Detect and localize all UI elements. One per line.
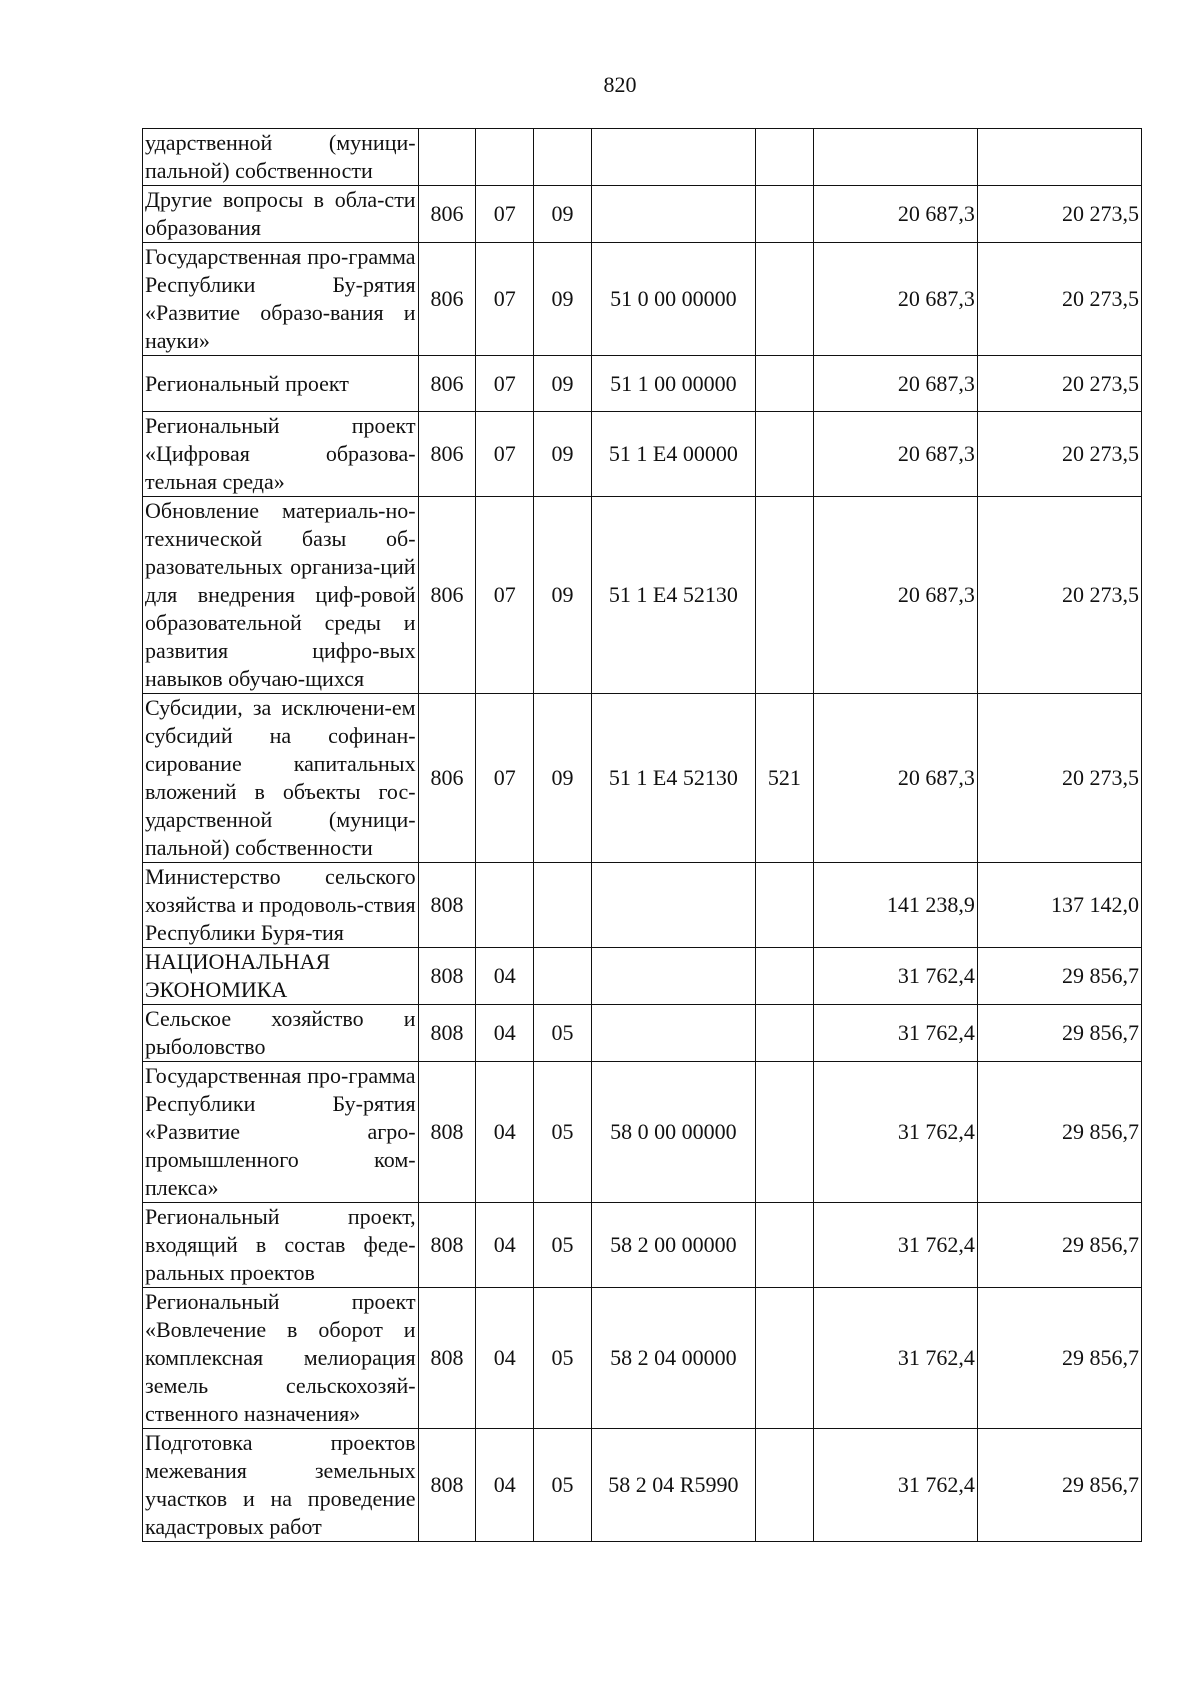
expense-type-cell bbox=[755, 497, 813, 694]
ved-code-cell: 806 bbox=[418, 356, 476, 412]
table-row bbox=[143, 1288, 1142, 1429]
amount-year2-cell: 20 273,5 bbox=[977, 186, 1141, 243]
table-body bbox=[143, 129, 1142, 1542]
subsection-code-cell: 09 bbox=[534, 412, 592, 497]
expense-type-cell bbox=[755, 356, 813, 412]
section-code-cell: 04 bbox=[476, 1288, 534, 1429]
section-code-cell bbox=[476, 129, 534, 186]
amount-year2-cell: 20 273,5 bbox=[977, 497, 1141, 694]
table-row bbox=[143, 1203, 1142, 1288]
expense-type-cell bbox=[755, 948, 813, 1005]
ved-code-cell: 808 bbox=[418, 1429, 476, 1542]
ved-code-cell: 808 bbox=[418, 1062, 476, 1203]
section-code-cell: 07 bbox=[476, 694, 534, 863]
amount-year2-cell: 29 856,7 bbox=[977, 1062, 1141, 1203]
subsection-code-cell: 05 bbox=[534, 1005, 592, 1062]
expense-type-cell bbox=[755, 863, 813, 948]
row-name-cell: ударственной (муници-пальной) собственности bbox=[143, 129, 419, 186]
amount-year2-cell: 20 273,5 bbox=[977, 243, 1141, 356]
table-row bbox=[143, 129, 1142, 186]
target-article-cell: 51 1 E4 00000 bbox=[591, 412, 755, 497]
table-row bbox=[143, 186, 1142, 243]
section-code-cell: 04 bbox=[476, 948, 534, 1005]
table-row bbox=[143, 694, 1142, 863]
amount-year1-cell: 20 687,3 bbox=[813, 412, 977, 497]
row-name-cell: Другие вопросы в обла-сти образования bbox=[143, 186, 419, 243]
amount-year2-cell: 20 273,5 bbox=[977, 694, 1141, 863]
target-article-cell: 58 0 00 00000 bbox=[591, 1062, 755, 1203]
row-name-cell: Региональный проект «Цифровая образова-тельная среда» bbox=[143, 412, 419, 497]
target-article-cell: 58 2 04 R5990 bbox=[591, 1429, 755, 1542]
row-name-cell: Сельское хозяйство и рыболовство bbox=[143, 1005, 419, 1062]
target-article-cell bbox=[591, 129, 755, 186]
subsection-code-cell: 09 bbox=[534, 497, 592, 694]
amount-year1-cell: 141 238,9 bbox=[813, 863, 977, 948]
amount-year2-cell: 29 856,7 bbox=[977, 1203, 1141, 1288]
table-row bbox=[143, 1062, 1142, 1203]
expense-type-cell bbox=[755, 1203, 813, 1288]
amount-year1-cell: 31 762,4 bbox=[813, 1062, 977, 1203]
amount-year1-cell: 31 762,4 bbox=[813, 1005, 977, 1062]
section-code-cell: 04 bbox=[476, 1429, 534, 1542]
amount-year2-cell: 137 142,0 bbox=[977, 863, 1141, 948]
ved-code-cell: 808 bbox=[418, 948, 476, 1005]
section-code-cell bbox=[476, 863, 534, 948]
target-article-cell: 58 2 04 00000 bbox=[591, 1288, 755, 1429]
expense-type-cell bbox=[755, 129, 813, 186]
section-code-cell: 04 bbox=[476, 1062, 534, 1203]
subsection-code-cell: 09 bbox=[534, 356, 592, 412]
amount-year2-cell: 20 273,5 bbox=[977, 412, 1141, 497]
expense-type-cell bbox=[755, 1288, 813, 1429]
amount-year1-cell: 31 762,4 bbox=[813, 1429, 977, 1542]
row-name-cell: Подготовка проектов межевания земельных участков и на проведение кадастровых работ bbox=[143, 1429, 419, 1542]
subsection-code-cell: 05 bbox=[534, 1062, 592, 1203]
row-name-cell: Министерство сельского хозяйства и продоволь-ствия Республики Буря-тия bbox=[143, 863, 419, 948]
amount-year2-cell: 20 273,5 bbox=[977, 356, 1141, 412]
ved-code-cell: 806 bbox=[418, 243, 476, 356]
row-name-cell: Региональный проект, входящий в состав феде-ральных проектов bbox=[143, 1203, 419, 1288]
target-article-cell bbox=[591, 186, 755, 243]
row-name-cell: Субсидии, за исключени-ем субсидий на софинан-сирование капитальных вложений в объекты гос-ударственной (муници-пальной) собственности bbox=[143, 694, 419, 863]
subsection-code-cell: 09 bbox=[534, 186, 592, 243]
ved-code-cell: 808 bbox=[418, 1005, 476, 1062]
amount-year1-cell: 20 687,3 bbox=[813, 243, 977, 356]
expense-type-cell bbox=[755, 243, 813, 356]
expense-type-cell bbox=[755, 412, 813, 497]
amount-year1-cell: 20 687,3 bbox=[813, 356, 977, 412]
amount-year2-cell: 29 856,7 bbox=[977, 1288, 1141, 1429]
target-article-cell: 58 2 00 00000 bbox=[591, 1203, 755, 1288]
row-name-cell: Обновление материаль-но-технической базы об-разовательных организа-ций для внедрения циф-ровой образовательной среды и развития цифро-вых навыков обучаю-щихся bbox=[143, 497, 419, 694]
subsection-code-cell: 05 bbox=[534, 1288, 592, 1429]
ved-code-cell: 806 bbox=[418, 497, 476, 694]
target-article-cell bbox=[591, 863, 755, 948]
section-code-cell: 04 bbox=[476, 1005, 534, 1062]
amount-year2-cell bbox=[977, 129, 1141, 186]
subsection-code-cell: 09 bbox=[534, 694, 592, 863]
subsection-code-cell: 05 bbox=[534, 1203, 592, 1288]
amount-year1-cell: 20 687,3 bbox=[813, 694, 977, 863]
row-name-cell: НАЦИОНАЛЬНАЯ ЭКОНОМИКА bbox=[143, 948, 419, 1005]
ved-code-cell bbox=[418, 129, 476, 186]
ved-code-cell: 808 bbox=[418, 1203, 476, 1288]
subsection-code-cell bbox=[534, 948, 592, 1005]
table-row bbox=[143, 863, 1142, 948]
amount-year1-cell: 20 687,3 bbox=[813, 497, 977, 694]
target-article-cell: 51 1 E4 52130 bbox=[591, 497, 755, 694]
expense-type-cell bbox=[755, 1062, 813, 1203]
page-number: 820 bbox=[603, 72, 637, 97]
expense-type-cell: 521 bbox=[755, 694, 813, 863]
section-code-cell: 07 bbox=[476, 186, 534, 243]
amount-year1-cell: 31 762,4 bbox=[813, 948, 977, 1005]
table-row bbox=[143, 1429, 1142, 1542]
row-name-cell: Государственная про-грамма Республики Бу-рятия «Развитие агро-промышленного ком-плекса» bbox=[143, 1062, 419, 1203]
amount-year2-cell: 29 856,7 bbox=[977, 1005, 1141, 1062]
row-name-cell: Региональный проект bbox=[143, 356, 419, 412]
table-row bbox=[143, 497, 1142, 694]
section-code-cell: 04 bbox=[476, 1203, 534, 1288]
row-name-cell: Региональный проект «Вовлечение в оборот и комплексная мелиорация земель сельскохозяй-ственного назначения» bbox=[143, 1288, 419, 1429]
amount-year1-cell: 31 762,4 bbox=[813, 1203, 977, 1288]
target-article-cell: 51 1 E4 52130 bbox=[591, 694, 755, 863]
amount-year2-cell: 29 856,7 bbox=[977, 1429, 1141, 1542]
table-row bbox=[143, 412, 1142, 497]
table-row bbox=[143, 948, 1142, 1005]
amount-year2-cell: 29 856,7 bbox=[977, 948, 1141, 1005]
section-code-cell: 07 bbox=[476, 412, 534, 497]
ved-code-cell: 806 bbox=[418, 694, 476, 863]
ved-code-cell: 806 bbox=[418, 186, 476, 243]
subsection-code-cell: 09 bbox=[534, 243, 592, 356]
table-row bbox=[143, 356, 1142, 412]
subsection-code-cell bbox=[534, 863, 592, 948]
table-row bbox=[143, 243, 1142, 356]
ved-code-cell: 808 bbox=[418, 863, 476, 948]
target-article-cell bbox=[591, 948, 755, 1005]
target-article-cell bbox=[591, 1005, 755, 1062]
expense-type-cell bbox=[755, 186, 813, 243]
amount-year1-cell: 20 687,3 bbox=[813, 186, 977, 243]
amount-year1-cell bbox=[813, 129, 977, 186]
target-article-cell: 51 1 00 00000 bbox=[591, 356, 755, 412]
subsection-code-cell: 05 bbox=[534, 1429, 592, 1542]
subsection-code-cell bbox=[534, 129, 592, 186]
section-code-cell: 07 bbox=[476, 497, 534, 694]
budget-table bbox=[142, 128, 1142, 1542]
expense-type-cell bbox=[755, 1429, 813, 1542]
section-code-cell: 07 bbox=[476, 243, 534, 356]
expense-type-cell bbox=[755, 1005, 813, 1062]
ved-code-cell: 808 bbox=[418, 1288, 476, 1429]
section-code-cell: 07 bbox=[476, 356, 534, 412]
amount-year1-cell: 31 762,4 bbox=[813, 1288, 977, 1429]
target-article-cell: 51 0 00 00000 bbox=[591, 243, 755, 356]
ved-code-cell: 806 bbox=[418, 412, 476, 497]
table-row bbox=[143, 1005, 1142, 1062]
row-name-cell: Государственная про-грамма Республики Бу-рятия «Развитие образо-вания и науки» bbox=[143, 243, 419, 356]
